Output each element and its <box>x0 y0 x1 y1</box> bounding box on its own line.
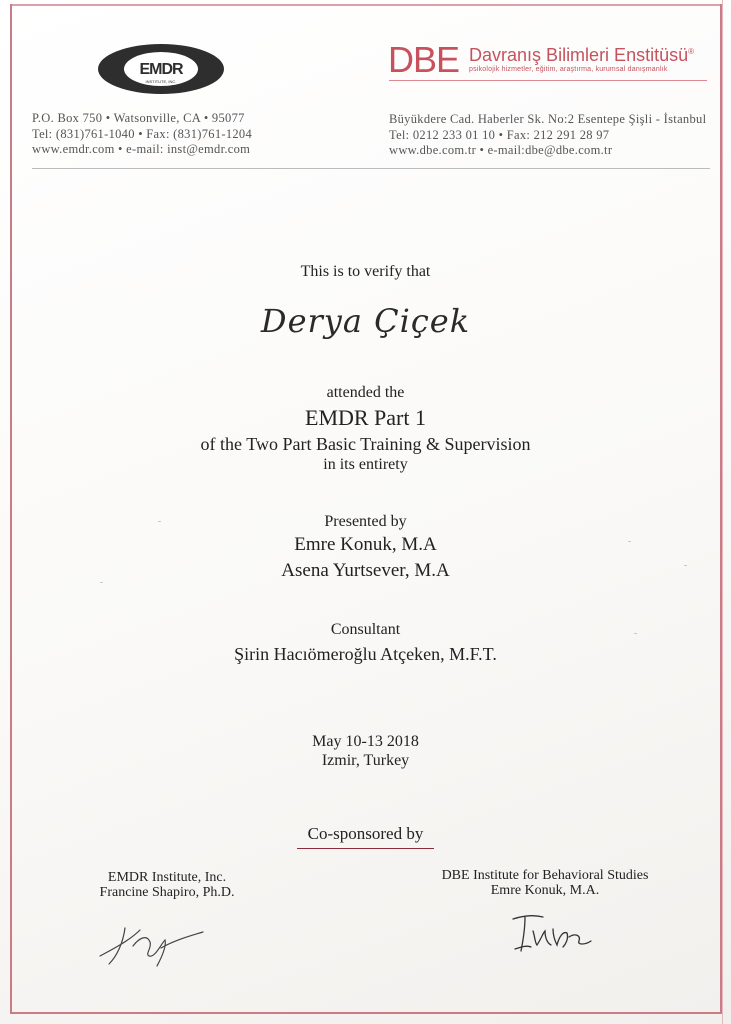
emdr-logo-subtext: INSTITUTE, INC. <box>145 79 177 84</box>
emdr-logo <box>97 43 225 95</box>
sponsor-person: Emre Konuk, M.A. <box>490 883 600 898</box>
dbe-logo <box>388 39 695 80</box>
header-divider <box>32 168 710 169</box>
paper-speck <box>100 582 103 583</box>
paper-speck <box>158 521 161 522</box>
course-title: EMDR Part 1 <box>305 405 426 430</box>
presented-by-label: Presented by <box>324 513 407 530</box>
emdr-web-email: www.emdr.com • e-mail: inst@emdr.com <box>32 142 251 156</box>
program-description: of the Two Part Basic Training & Supervision <box>200 434 531 454</box>
signature-francine-shapiro <box>95 918 205 968</box>
emdr-phone-fax: Tel: (831)761-1040 • Fax: (831)761-1204 <box>32 126 253 141</box>
entirety-text: in its entirety <box>323 456 408 473</box>
sponsor-emdr <box>82 870 252 900</box>
dbe-logo-rule <box>389 80 707 81</box>
dbe-logo-name: Davranış Bilimleri Enstitüsü® <box>469 45 695 65</box>
sponsor-person: Francine Shapiro, Ph.D. <box>99 885 235 900</box>
paper-edge <box>722 0 723 1024</box>
emdr-logo-text: EMDR <box>139 61 183 78</box>
dbe-address: Büyükdere Cad. Haberler Sk. No:2 Esentepe Şişli - İstanbul <box>389 112 707 126</box>
sponsor-dbe <box>410 868 680 898</box>
dbe-web-email: www.dbe.com.tr • e-mail:dbe@dbe.com.tr <box>389 143 613 157</box>
dbe-logo-tagline: psikolojik hizmetler, eğitim, araştırma, kurumsal danışmanlık <box>469 66 668 73</box>
recipient-name: Derya Çiçek <box>260 302 471 340</box>
signature-emre-konuk <box>505 905 595 955</box>
consultant-name: Şirin Hacıömeroğlu Atçeken, M.F.T. <box>234 644 497 664</box>
sponsor-org: DBE Institute for Behavioral Studies <box>441 868 649 883</box>
consultant-label: Consultant <box>330 621 401 638</box>
cosponsored-label: Co-sponsored by <box>307 824 424 843</box>
cosponsored-underline <box>297 848 434 849</box>
training-location: Izmir, Turkey <box>321 752 410 769</box>
attended-text: attended the <box>326 384 405 401</box>
paper-speck <box>634 633 637 634</box>
training-date: May 10-13 2018 <box>312 733 419 750</box>
dbe-phone-fax: Tel: 0212 233 01 10 • Fax: 212 291 28 97 <box>389 127 610 142</box>
paper-speck <box>628 541 631 542</box>
emdr-contact-block <box>32 111 252 158</box>
emdr-address: P.O. Box 750 • Watsonville, CA • 95077 <box>32 111 245 125</box>
verify-intro: This is to verify that <box>300 263 431 280</box>
presenter-name: Emre Konuk, M.A <box>294 534 437 555</box>
sponsor-org: EMDR Institute, Inc. <box>107 870 227 885</box>
presenter-name: Asena Yurtsever, M.A <box>281 560 450 581</box>
dbe-logo-mark: DBE <box>388 39 460 80</box>
paper-speck <box>684 565 687 566</box>
dbe-contact-block <box>389 112 706 159</box>
